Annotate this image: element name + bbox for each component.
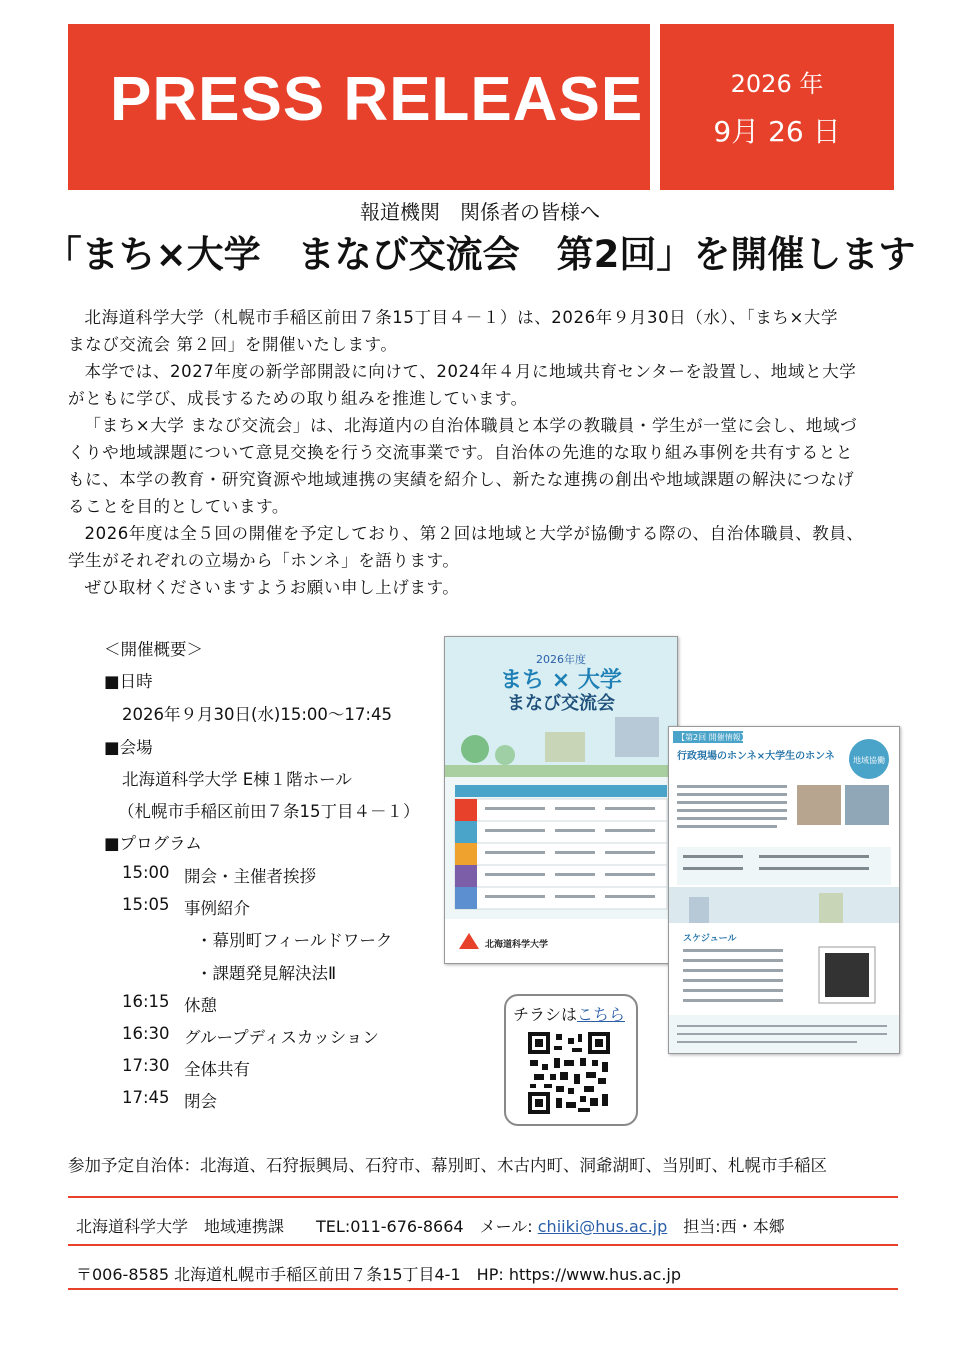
paragraph: 北海道科学大学（札幌市手稲区前田７条15丁目４－１）は、2026年９月30日（水）、「まち×大学 まなび交流会 第２回」を開催いたします。 <box>68 308 856 354</box>
address-line <box>76 1262 681 1285</box>
flyer-back-illustration <box>669 727 899 1053</box>
postal-code: 〒006-8585 <box>76 1265 170 1284</box>
flyer-theme: 地域協働 <box>853 756 885 765</box>
contact-line <box>76 1214 785 1237</box>
paragraph: 「まち×大学 まなび交流会」は、北海道内の自治体職員と本学の教職員・学生が一堂に会し、地域づくりや地域課題について意見交換を行う交流事業です。自治体の先進的な取り組み事例を共有するとともに、本学の教育・研究資源や地域連携の実績を紹介し、新たな連携の創出や地域課題の解決につなげることを目的としています。 <box>68 416 858 516</box>
paragraph: 2026年度は全５回の開催を予定しており、第２回は地域と大学が協働する際の、自治体職員、教員、学生がそれぞれの立場から「ホンネ」を語ります。 <box>68 524 864 570</box>
program-time: 16:30 <box>122 1024 170 1043</box>
address: 北海道札幌市手稲区前田７条15丁目4-1 <box>174 1265 461 1284</box>
qr-label-prefix: チラシは <box>512 1005 577 1024</box>
program-item: グループディスカッション <box>184 1028 379 1047</box>
page-title: 「まち×大学 まなび交流会 第2回」を開催します <box>44 233 916 276</box>
datetime-label: ■日時 <box>104 672 153 691</box>
qr-code[interactable] <box>528 1032 610 1114</box>
contact-org: 北海道科学大学 地域連携課 <box>76 1217 285 1236</box>
divider <box>68 1196 898 1198</box>
program-time: 17:30 <box>122 1056 170 1075</box>
datetime-value: 2026年９月30日(水)15:00～17:45 <box>122 705 392 724</box>
venue-value: 北海道科学大学 E棟１階ホール <box>122 770 352 789</box>
program-label: ■プログラム <box>104 834 202 853</box>
venue-label: ■会場 <box>104 738 153 757</box>
homepage[interactable]: HP: https://www.hus.ac.jp <box>476 1265 682 1284</box>
program-time: 17:45 <box>122 1088 170 1107</box>
program-item: ・幕別町フィールドワーク <box>196 931 393 950</box>
overview-heading: ＜開催概要＞ <box>104 640 203 659</box>
program-item: 全体共有 <box>184 1060 250 1079</box>
paragraph: ぜひ取材くださいますようお願い申し上げます。 <box>84 578 460 597</box>
program-time: 16:15 <box>122 992 170 1011</box>
flyer-title-2: まなび交流会 <box>507 693 615 714</box>
flyer-link[interactable]: こちら <box>577 1005 626 1024</box>
program-time: 15:00 <box>122 863 170 882</box>
contact-tel: TEL:011-676-8664 <box>316 1217 464 1236</box>
program-time: 15:05 <box>122 895 170 914</box>
contact-person: 担当:西・本郷 <box>683 1217 785 1236</box>
divider <box>68 1244 898 1246</box>
flyer-year: 2026年度 <box>536 653 586 666</box>
venue-address: （札幌市手稲区前田７条15丁目４－１） <box>118 802 420 821</box>
program-item: 休憩 <box>184 996 217 1015</box>
contact-mail-label: メール: <box>479 1217 533 1236</box>
program-item: 閉会 <box>184 1092 217 1111</box>
flyer-footer: 北海道科学大学 <box>485 940 549 950</box>
flyer-tag: 【第2回 開催情報】 <box>677 733 749 742</box>
flyer-front-image <box>444 636 678 964</box>
flyer-title-1: まち × 大学 <box>500 668 622 693</box>
body-text <box>68 304 868 601</box>
divider <box>68 1288 898 1290</box>
addressee: 報道機関 関係者の皆様へ <box>360 200 600 224</box>
release-year: 2026 年 <box>730 70 824 98</box>
program-item: ・課題発見解決法Ⅱ <box>196 964 337 983</box>
press-release-title: PRESS RELEASE <box>110 65 644 134</box>
flyer-back-title: 行政現場のホンネ×大学生のホンネ <box>677 751 835 762</box>
paragraph: 本学では、2027年度の新学部開設に向けて、2024年４月に地域共育センターを設置し、地域と大学がともに学び、成長するための取り組みを推進しています。 <box>68 362 857 408</box>
flyer-front-illustration <box>445 637 677 963</box>
contact-email-link[interactable]: chiiki@hus.ac.jp <box>537 1217 668 1236</box>
participants: 参加予定自治体：北海道、石狩振興局、石狩市、幕別町、木古内町、洞爺湖町、当別町、札幌市手稲区 <box>68 1156 827 1175</box>
program-item: 開会・主催者挨拶 <box>184 867 316 886</box>
flyer-schedule: スケジュール <box>683 934 737 944</box>
qr-code-graphic <box>528 1032 610 1114</box>
qr-label <box>504 1002 634 1025</box>
release-date: 9月 26 日 <box>713 115 841 148</box>
program-item: 事例紹介 <box>184 899 250 918</box>
date-banner <box>660 24 894 190</box>
flyer-back-image <box>668 726 900 1054</box>
